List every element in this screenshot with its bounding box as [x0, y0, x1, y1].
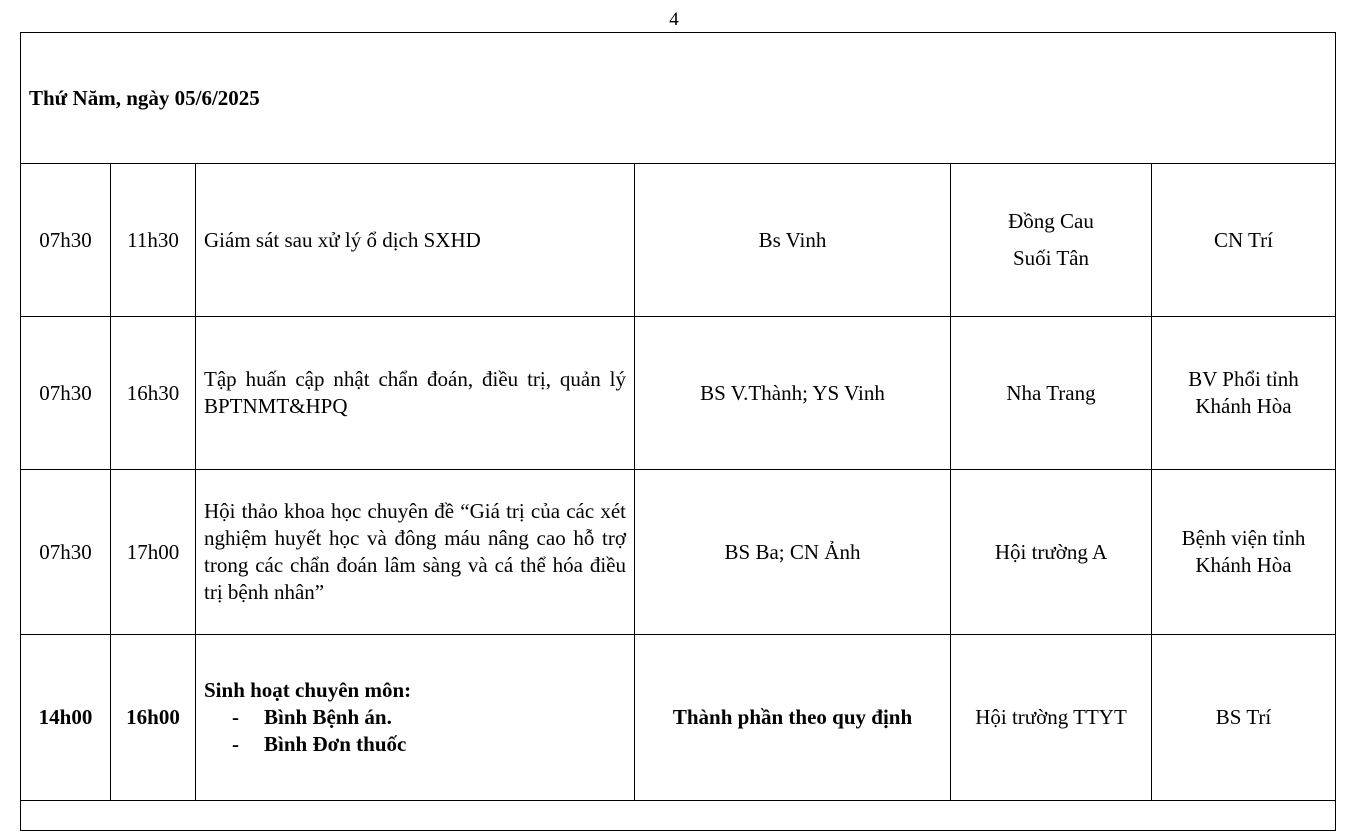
activity-content: Tập huấn cập nhật chẩn đoán, điều trị, quản lý BPTNMT&HPQ	[196, 317, 635, 470]
host-line: BV Phổi tỉnh	[1188, 367, 1299, 391]
participants: Thành phần theo quy định	[635, 635, 951, 801]
end-time: 16h30	[111, 317, 196, 470]
activity-title: Sinh hoạt chuyên môn:	[204, 678, 412, 702]
location	[951, 164, 1152, 317]
list-item	[204, 704, 626, 731]
host: BS Trí	[1152, 635, 1336, 801]
participants: Bs Vinh	[635, 164, 951, 317]
participants: BS Ba; CN Ảnh	[635, 470, 951, 635]
start-time: 14h00	[21, 635, 111, 801]
end-time: 11h30	[111, 164, 196, 317]
list-item-text: Bình Bệnh án.	[264, 705, 392, 729]
start-time: 07h30	[21, 470, 111, 635]
end-time: 16h00	[111, 635, 196, 801]
bullet-marker: -	[232, 732, 239, 756]
list-item	[204, 731, 626, 758]
schedule-table	[20, 32, 1336, 831]
page-number: 4	[669, 9, 679, 30]
location-line: Suối Tân	[1012, 246, 1090, 270]
location: Hội trường A	[951, 470, 1152, 635]
location: Hội trường TTYT	[951, 635, 1152, 801]
participants: BS V.Thành; YS Vinh	[635, 317, 951, 470]
host	[1152, 317, 1336, 470]
list-item-text: Bình Đơn thuốc	[264, 732, 407, 756]
host-line: Khánh Hòa	[1195, 553, 1292, 577]
table-row	[21, 164, 1336, 317]
host-line: Khánh Hòa	[1195, 394, 1292, 418]
table-row	[21, 317, 1336, 470]
activity-content: Giám sát sau xử lý ổ dịch SXHD	[196, 164, 635, 317]
table-row	[21, 470, 1336, 635]
day-header-row	[21, 33, 1336, 164]
location: Nha Trang	[951, 317, 1152, 470]
start-time: 07h30	[21, 317, 111, 470]
host: CN Trí	[1152, 164, 1336, 317]
day-header: Thứ Năm, ngày 05/6/2025	[21, 33, 1336, 164]
end-time: 17h00	[111, 470, 196, 635]
start-time: 07h30	[21, 164, 111, 317]
activity-content	[196, 635, 635, 801]
bullet-marker: -	[232, 705, 239, 729]
host-line: Bệnh viện tỉnh	[1181, 526, 1306, 550]
host	[1152, 470, 1336, 635]
table-row	[21, 635, 1336, 801]
location-line: Đồng Cau	[1008, 209, 1094, 233]
activity-content: Hội thảo khoa học chuyên đề “Giá trị của các xét nghiệm huyết học và đông máu nâng cao hỗ trợ trong các chẩn đoán lâm sàng và cá thể hóa điều trị bệnh nhân”	[196, 470, 635, 635]
